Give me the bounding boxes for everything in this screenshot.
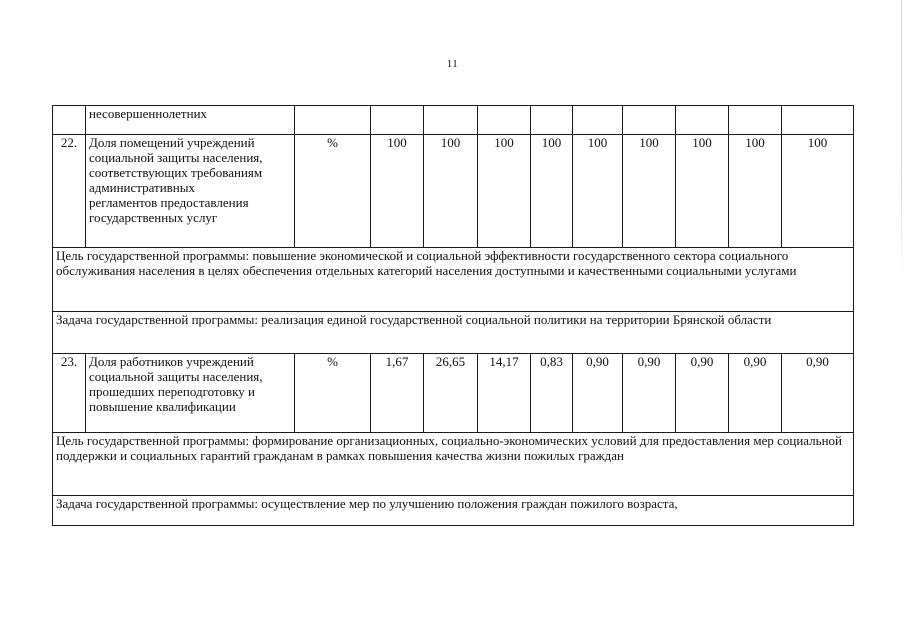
task-row (53, 312, 854, 354)
value-cell: 100 (531, 135, 573, 248)
row-number-cell: 22. (53, 135, 86, 248)
name-line: административных (89, 180, 195, 195)
program-goal-text: Цель государственной программы: повышение экономической и социальной эффективности государственного сектора социального обслуживания населения в целях обеспечения отдельных категорий населения доступными и качественными социальными услугами (53, 248, 854, 312)
value-cell: 100 (623, 135, 676, 248)
value-cell: 0,90 (729, 354, 782, 433)
value-cell: 0,90 (676, 354, 729, 433)
table-row-continuation (53, 106, 854, 135)
indicator-name-cell: несовершеннолетних (86, 106, 295, 135)
value-cell: 0,90 (782, 354, 854, 433)
indicators-table (52, 105, 854, 526)
name-line: повышение квалификации (89, 399, 236, 414)
indicator-name-cell (86, 354, 295, 433)
value-cell: 1,67 (371, 354, 424, 433)
value-cell: 100 (371, 135, 424, 248)
value-cell: 100 (676, 135, 729, 248)
program-task-text: Задача государственной программы: осуществление мер по улучшению положения граждан пожилого возраста, (53, 496, 854, 526)
value-cell (478, 106, 531, 135)
goal-row (53, 433, 854, 496)
value-cell (729, 106, 782, 135)
value-cell: 0,90 (623, 354, 676, 433)
value-cell: 14,17 (478, 354, 531, 433)
name-line: Доля работников учреждений (89, 354, 254, 369)
value-cell: 0,90 (573, 354, 623, 433)
value-cell (424, 106, 478, 135)
value-cell: 100 (782, 135, 854, 248)
indicator-name-cell (86, 135, 295, 248)
value-cell (531, 106, 573, 135)
program-goal-text: Цель государственной программы: формирование организационных, социально-экономических условий для предоставления мер социальной поддержки и социальных гарантий гражданам в рамках повышения качества жизни пожилых граждан (53, 433, 854, 496)
name-line: Доля помещений учреждений (89, 135, 255, 150)
name-line: государственных услуг (89, 210, 218, 225)
unit-cell: % (295, 354, 371, 433)
value-cell: 100 (478, 135, 531, 248)
value-cell (371, 106, 424, 135)
name-line: социальной защиты населения, (89, 150, 263, 165)
page-number: 11 (446, 58, 459, 70)
value-cell: 0,83 (531, 354, 573, 433)
value-cell: 100 (424, 135, 478, 248)
goal-row (53, 248, 854, 312)
row-number-cell (53, 106, 86, 135)
scan-edge-mark (901, 0, 902, 280)
name-line: соответствующих требованиям (89, 165, 263, 180)
unit-cell: % (295, 135, 371, 248)
unit-cell (295, 106, 371, 135)
value-cell (623, 106, 676, 135)
value-cell: 100 (729, 135, 782, 248)
value-cell: 26,65 (424, 354, 478, 433)
value-cell (782, 106, 854, 135)
task-row (53, 496, 854, 526)
value-cell (676, 106, 729, 135)
value-cell: 100 (573, 135, 623, 248)
name-line: прошедших переподготовку и (89, 384, 255, 399)
name-line: регламентов предоставления (89, 195, 249, 210)
value-cell (573, 106, 623, 135)
program-task-text: Задача государственной программы: реализация единой государственной социальной политики на территории Брянской области (53, 312, 854, 354)
table-row-23 (53, 354, 854, 433)
name-line: социальной защиты населения, (89, 369, 263, 384)
row-number-cell: 23. (53, 354, 86, 433)
table-row-22 (53, 135, 854, 248)
